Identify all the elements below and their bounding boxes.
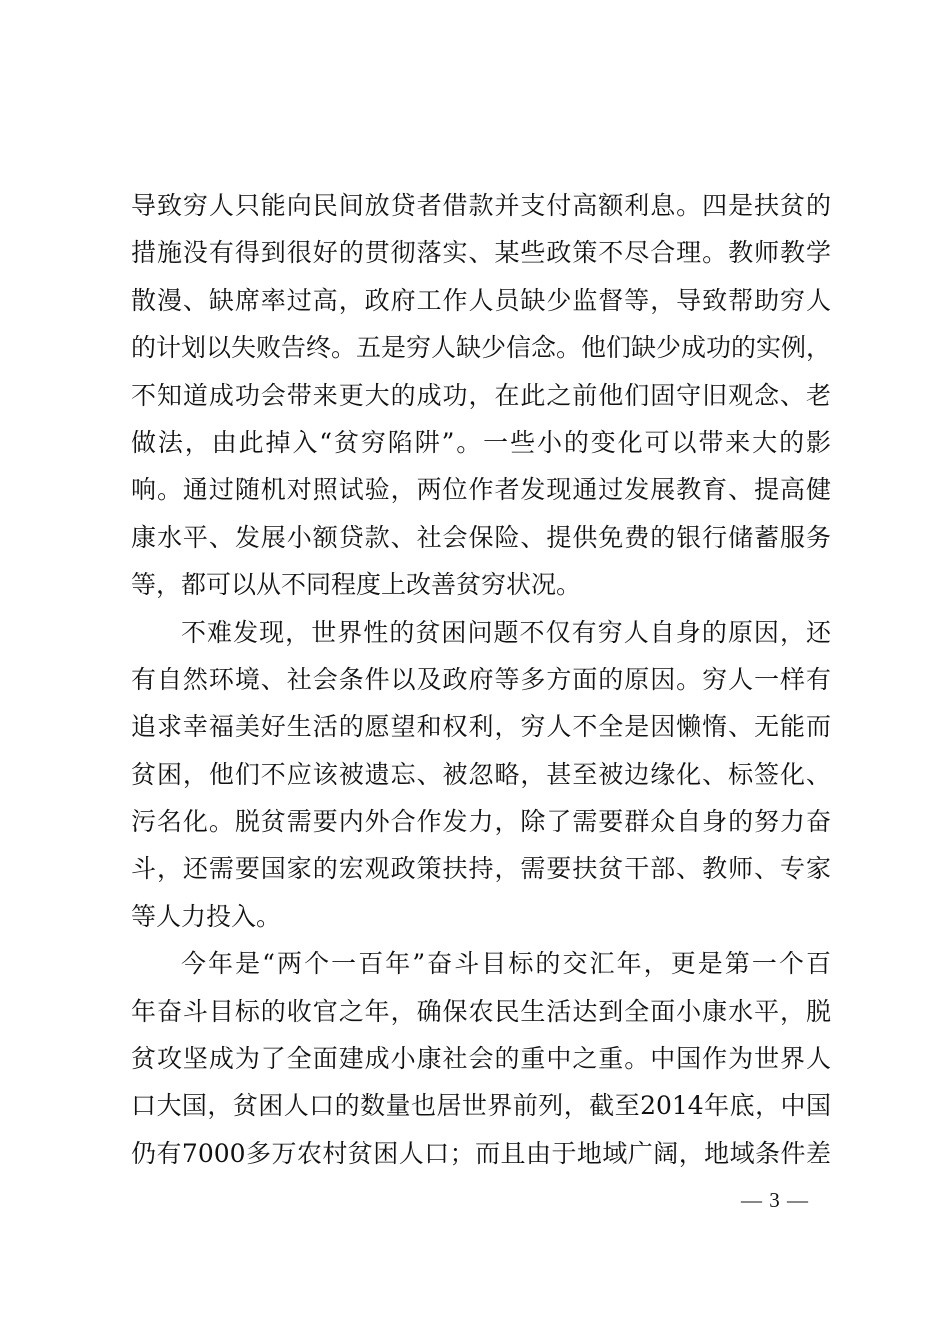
text-line: 贫攻坚成为了全面建成小康社会的重中之重。中国作为世界人	[131, 1044, 831, 1074]
text-line: 响。通过随机对照试验，两位作者发现通过发展教育、提高健	[131, 475, 831, 505]
text-line: 不难发现，世界性的贫困问题不仅有穷人自身的原因，还	[181, 617, 831, 647]
text-line: 仍有7000多万农村贫困人口；而且由于地域广阔，地域条件差	[131, 1138, 831, 1168]
text-line: 口大国，贫困人口的数量也居世界前列，截至2014年底，中国	[131, 1091, 831, 1121]
text-line: 不知道成功会带来更大的成功，在此之前他们固守旧观念、老	[131, 380, 831, 410]
text-line: 散漫、缺席率过高，政府工作人员缺少监督等，导致帮助穷人	[131, 285, 831, 315]
text-line: 康水平、发展小额贷款、社会保险、提供免费的银行储蓄服务	[131, 522, 831, 552]
text-line: 的计划以失败告终。五是穷人缺少信念。他们缺少成功的实例，	[131, 333, 832, 363]
paragraph-1	[131, 182, 831, 609]
text-line: 今年是“两个一百年”奋斗目标的交汇年，更是第一个百	[181, 949, 831, 979]
text-line: 导致穷人只能向民间放贷者借款并支付高额利息。四是扶贫的	[131, 191, 831, 220]
paragraph-2	[131, 609, 831, 941]
text-line: 做法，由此掉入“贫穷陷阱”。一些小的变化可以带来大的影	[131, 427, 831, 457]
text-line: 污名化。脱贫需要内外合作发力，除了需要群众自身的努力奋	[131, 807, 831, 837]
text-line: 等人力投入。	[131, 901, 282, 931]
text-line: 贫困，他们不应该被遗忘、被忽略，甚至被边缘化、标签化、	[131, 759, 831, 789]
text-line: 措施没有得到很好的贯彻落实、某些政策不尽合理。教师教学	[131, 238, 831, 268]
page-number: — 3 —	[741, 1188, 809, 1212]
text-line: 年奋斗目标的收官之年，确保农民生活达到全面小康水平，脱	[131, 996, 831, 1026]
text-line: 有自然环境、社会条件以及政府等多方面的原因。穷人一样有	[131, 664, 831, 694]
text-line: 追求幸福美好生活的愿望和权利，穷人不全是因懒惰、无能而	[131, 712, 831, 742]
document-body	[131, 182, 831, 1177]
paragraph-3	[131, 940, 831, 1177]
text-line: 等，都可以从不同程度上改善贫穷状况。	[131, 570, 582, 600]
text-line: 斗，还需要国家的宏观政策扶持，需要扶贫干部、教师、专家	[131, 854, 831, 884]
